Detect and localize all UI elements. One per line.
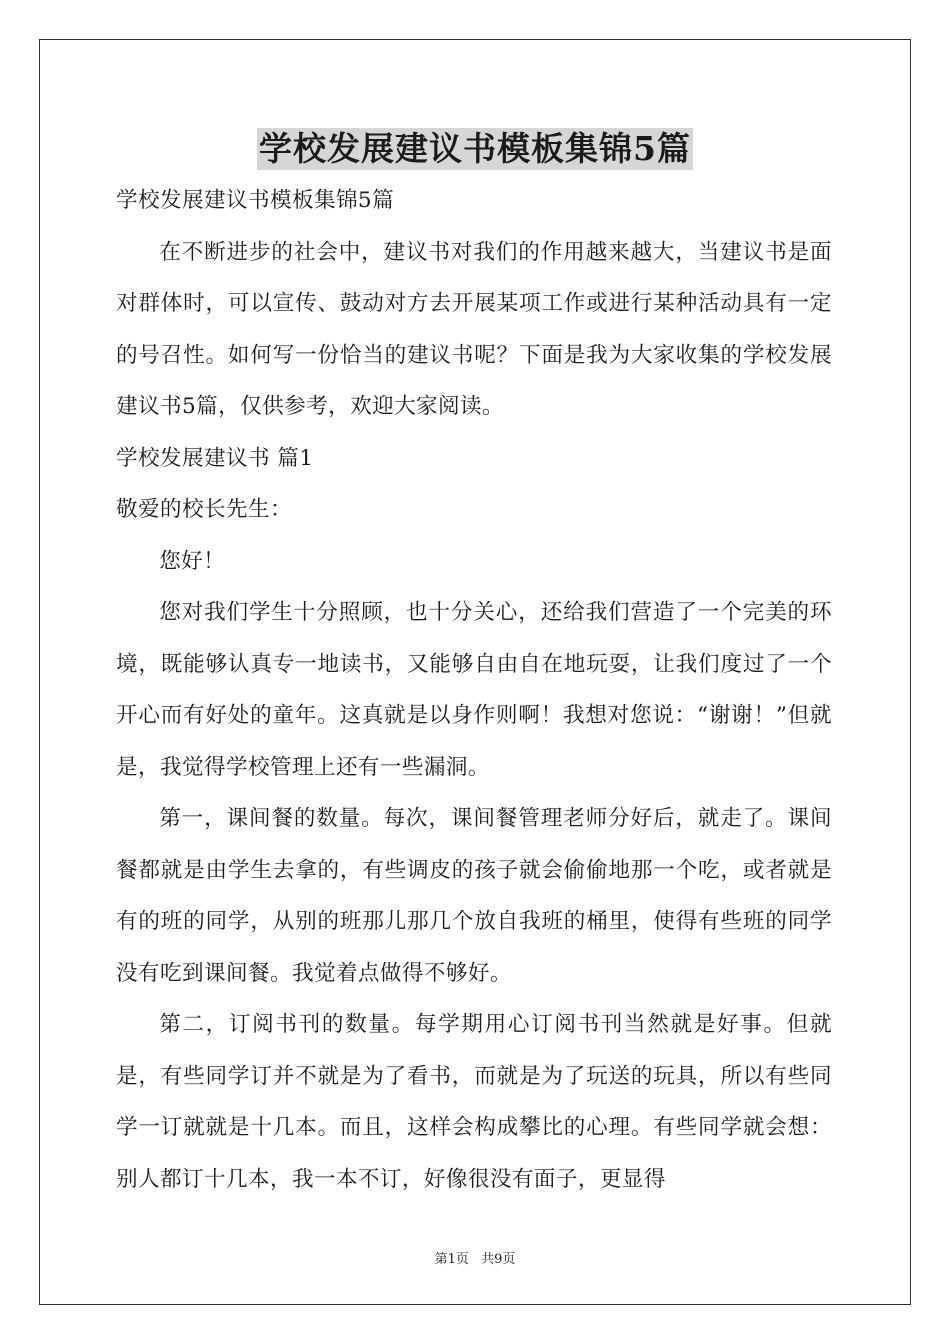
paragraph-body: 您对我们学生十分照顾，也十分关心，还给我们营造了一个完美的环境，既能够认真专一地读书，又能够自由自在地玩耍，让我们度过了一个开心而有好处的童年。这真就是以身作则啊！我想对您说：“谢谢！”但就是，我觉得学校管理上还有一些漏洞。 [116, 600, 832, 780]
paragraph-body: 第一，课间餐的数量。每次，课间餐管理老师分好后，就走了。课间餐都就是由学生去拿的，有些调皮的孩子就会偷偷地那一个吃，或者就是有的班的同学，从别的班那儿那几个放自我班的桶里，使得有些班的同学没有吃到课间餐。我觉着点做得不够好。 [116, 806, 832, 986]
paragraph-section-heading: 学校发展建议书 篇1 [116, 445, 314, 471]
paragraph-salutation: 敬爱的校长先生： [116, 497, 292, 522]
paragraph-greeting: 您好！ [159, 548, 226, 574]
page-number: 第1页 [434, 1252, 469, 1267]
document-body [116, 175, 832, 1205]
paragraph-body: 第二，订阅书刊的数量。每学期用心订阅书刊当然就是好事。但就是，有些同学订并不就是为了看书，而就是为了玩送的玩具，所以有些同学一订就就是十几本。而且，这样会构成攀比的心理。有些同学就会想：别人都订十几本，我一本不订，好像很没有面子，更显得 [116, 1012, 832, 1192]
page-total: 共9页 [481, 1252, 516, 1267]
page-footer [0, 1248, 950, 1267]
paragraph-intro: 在不断进步的社会中，建议书对我们的作用越来越大，当建议书是面对群体时，可以宣传、鼓动对方去开展某项工作或进行某种活动具有一定的号召性。如何写一份恰当的建议书呢？下面是我为大家收集的学校发展建议书5篇，仅供参考，欢迎大家阅读。 [116, 239, 832, 419]
paragraph-subtitle: 学校发展建议书模板集锦5篇 [116, 188, 395, 213]
title-container [0, 128, 950, 170]
document-title: 学校发展建议书模板集锦5篇 [259, 129, 691, 168]
